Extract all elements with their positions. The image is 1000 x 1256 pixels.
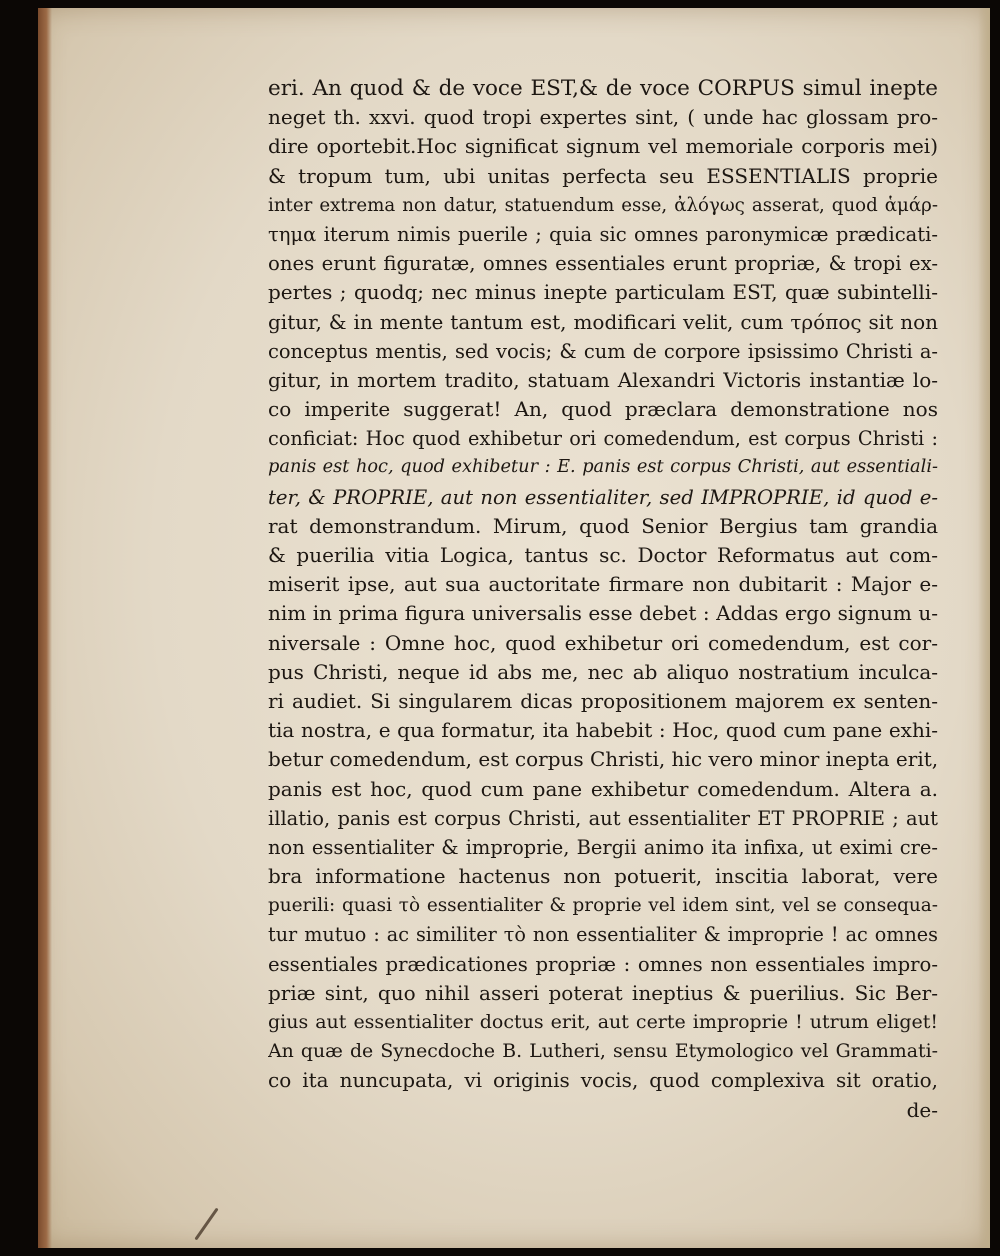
text-line: ter, & PROPRIE, aut non essentialiter, sed IMPROPRIE, id quod e- (268, 485, 938, 509)
page-edge (978, 8, 990, 1248)
text-line: neget th. xxvi. quod tropi expertes sint, ( unde hac glossam pro- (268, 105, 938, 130)
text-line: rat demonstrandum. Mirum, quod Senior Bergius tam grandia (268, 513, 938, 538)
text-line: miserit ipse, aut sua auctoritate firmare non dubitarit : Major e- (268, 572, 938, 597)
text-line: gius aut essentialiter doctus erit, aut certe improprie ! utrum eliget! (268, 1011, 938, 1033)
text-line: pertes ; quodq; nec minus inepte particulam EST, quæ subintelli- (268, 280, 938, 305)
text-line: conceptus mentis, sed vocis; & cum de corpore ipsissimo Christi a- (268, 339, 938, 363)
text-line: niversale : Omne hoc, quod exhibetur ori comedendum, est cor- (268, 630, 938, 655)
text-line: nim in prima figura universalis esse debet : Addas ergo signum u- (268, 601, 938, 626)
text-line: non essentialiter & improprie, Bergii animo ita infixa, ut eximi cre- (268, 835, 938, 859)
text-line: gitur, & in mente tantum est, modificari velit, cum τρόπος sit non (268, 309, 938, 334)
text-line: ri audiet. Si singularem dicas propositionem majorem ex senten- (268, 688, 938, 713)
text-line: puerili: quasi τὸ essentialiter & proprie vel idem sint, vel se consequa- (268, 895, 938, 917)
text-line: tur mutuo : ac similiter τὸ non essentialiter & improprie ! ac omnes (268, 923, 938, 947)
body-text (268, 74, 938, 1125)
text-line: inter extrema non datur, statuendum esse, ἀλόγως asserat, quod ἁμάρ- (268, 194, 938, 216)
text-line: betur comedendum, est corpus Christi, hic vero minor inepta erit, (268, 747, 938, 772)
text-line: eri. An quod & de voce EST,& de voce CORPUS simul inepte (268, 76, 938, 101)
text-line: & puerilia vitia Logica, tantus sc. Doctor Reformatus aut com- (268, 543, 938, 567)
text-line: illatio, panis est corpus Christi, aut essentialiter ET PROPRIE ; aut (268, 806, 938, 830)
text-line: & tropum tum, ubi unitas perfecta seu ESSENTIALIS proprie (268, 163, 938, 188)
text-line: tia nostra, e qua formatur, ita habebit : Hoc, quod cum pane exhi- (268, 718, 938, 743)
text-line: bra informatione hactenus non potuerit, inscitia laborat, vere (268, 864, 938, 889)
catchword: de- (906, 1097, 938, 1122)
text-line: τημα iterum nimis puerile ; quia sic omnes paronymicæ prædicati- (268, 222, 938, 246)
text-line: dire oportebit.Hoc significat signum vel memoriale corporis mei) (268, 134, 938, 159)
text-line: gitur, in mortem tradito, statuam Alexandri Victoris instantiæ lo- (268, 367, 938, 392)
text-line: panis est hoc, quod exhibetur : E. panis est corpus Christi, aut essentiali- (268, 457, 938, 478)
binding-gutter (38, 8, 52, 1248)
text-line: priæ sint, quo nihil asseri poterat ineptius & puerilius. Sic Ber- (268, 980, 938, 1005)
text-line: essentiales prædicationes propriæ : omnes non essentiales impro- (268, 952, 938, 976)
text-line: panis est hoc, quod cum pane exhibetur comedendum. Altera a. (268, 776, 938, 801)
text-line: pus Christi, neque id abs me, nec ab aliquo nostratium inculca- (268, 659, 938, 684)
text-line: co imperite suggerat! An, quod præclara demonstratione nos (268, 397, 938, 422)
text-line: An quæ de Synecdoche B. Lutheri, sensu Etymologico vel Grammati- (268, 1040, 938, 1063)
text-line: conficiat: Hoc quod exhibetur ori comedendum, est corpus Christi : (268, 427, 938, 451)
text-line: ones erunt figuratæ, omnes essentiales erunt propriæ, & tropi ex- (268, 252, 938, 276)
text-line: co ita nuncupata, vi originis vocis, quod complexiva sit oratio, (268, 1068, 938, 1093)
